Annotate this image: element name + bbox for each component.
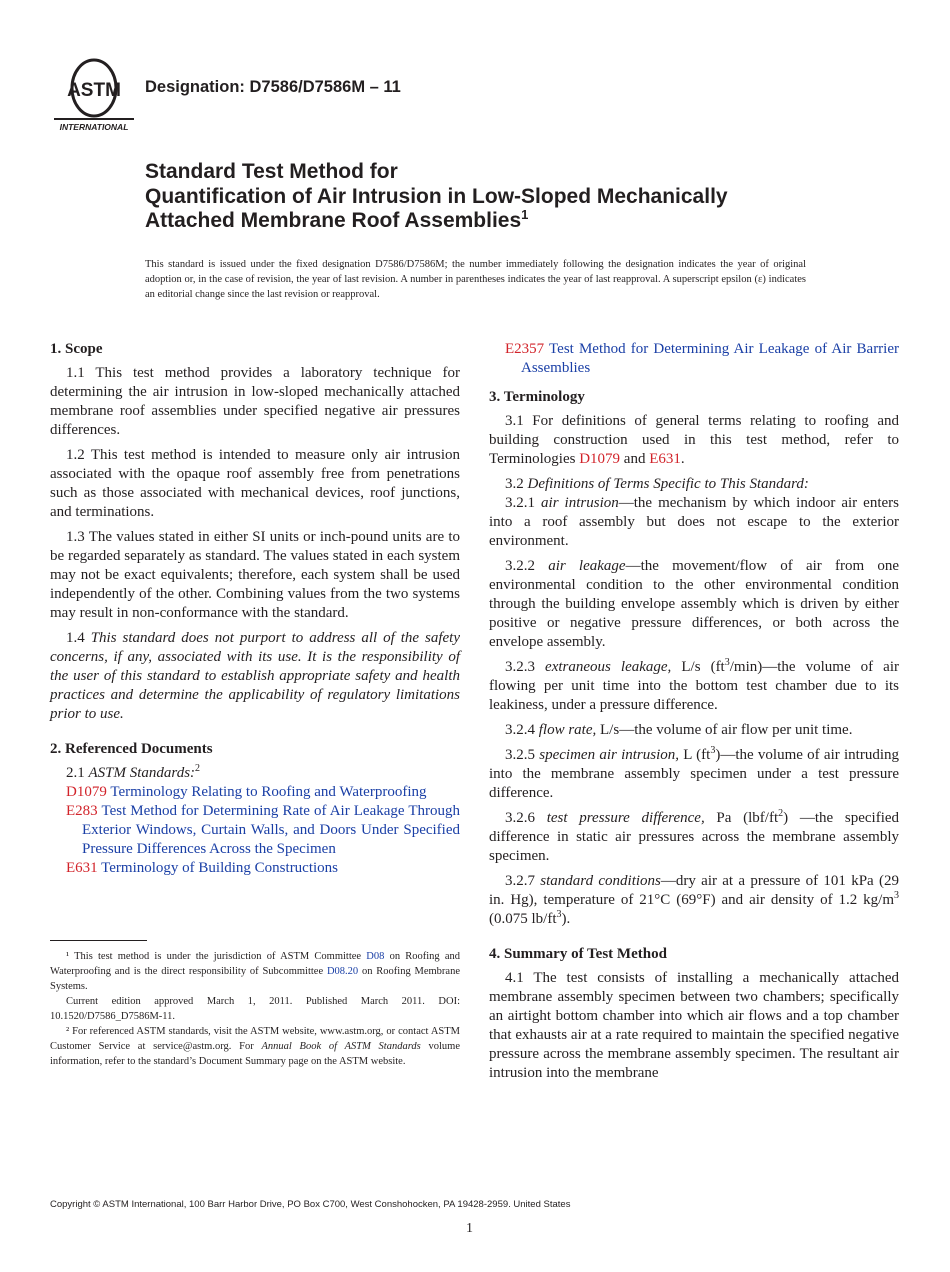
footnotes [50, 949, 460, 1069]
copyright-notice: Copyright © ASTM International, 100 Barr Harbor Drive, PO Box C700, West Conshohocken, PA 19428-2959. United States [50, 1199, 571, 1210]
paragraph-text: and [623, 451, 646, 467]
unit: /min) [729, 659, 763, 675]
definitions-heading: Definitions of Terms Specific to This Standard: [527, 476, 809, 492]
footnote-link-d08[interactable]: D08 [366, 951, 385, 962]
reference-title[interactable]: Test Method for Determining Rate of Air Leakage Through Exterior Windows, Curtain Walls, and Doors Under Specified Pressure Differences Across the Specimen [82, 803, 461, 857]
logo-text-top: ASTM [67, 80, 121, 101]
paragraph-number: 2.1 [66, 765, 85, 781]
definition-3-2-3 [489, 658, 899, 715]
unit-exponent: 3 [710, 745, 716, 756]
title-line-1: Standard Test Method for [145, 160, 398, 183]
definition-3-2-1 [489, 494, 899, 551]
footnote-italic: Annual Book of ASTM Standards [261, 1041, 421, 1052]
terminology-ref-d1079[interactable]: D1079 [579, 451, 621, 467]
footnote-text: volume information, refer to the standard’s Document Summary page on the ASTM website. [50, 1041, 461, 1067]
paragraph-number: 3.2.2 [505, 558, 535, 574]
title-footnote-mark: 1 [521, 207, 529, 222]
preamble: This standard is issued under the fixed designation D7586/D7586M; the number immediately following the designation indicates the year of original adoption or, in the case of revision, the year of last revision. A number in parentheses indicates the year of last reapproval. A superscript epsilon (ε) indicates an editorial change since the last revision or reapproval. [145, 259, 806, 300]
defined-term: air intrusion [541, 495, 619, 511]
page-number: 1 [466, 1221, 473, 1236]
footnote-edition: Current edition approved March 1, 2011. Published March 2011. DOI: 10.1520/D7586_D7586M-11. [50, 996, 460, 1022]
definition-3-2-4 [489, 721, 899, 740]
definition-text: —the movement/flow of air from one environmental condition to the other environmental condition through the building envelope assembly which is driven by either positive or negative pressure differences, or both across the envelope assembly. [489, 558, 900, 650]
definition-3-2-6 [489, 809, 899, 866]
safety-statement: This standard does not purport to address all of the safety concerns, if any, associated with its use. It is the responsibility of the user of this standard to establish appropriate safety and health practices and determine the applicability of regulatory limitations prior to use. [50, 630, 461, 722]
reference-item[interactable] [50, 783, 460, 802]
footnote-1 [50, 949, 460, 994]
unit: Pa (lbf/ft [716, 810, 779, 826]
definition-text: ). [561, 911, 571, 927]
defined-term: air leakage [548, 558, 626, 574]
definition-3-2-7 [489, 872, 899, 929]
left-column [50, 340, 460, 878]
unit: ) [715, 747, 721, 763]
paragraph-number: 3.2.4 [505, 722, 535, 738]
paragraph-number: 3.2 [505, 476, 524, 492]
title-line-3: Attached Membrane Roof Assemblies [145, 209, 522, 232]
unit: ) [783, 810, 789, 826]
reference-code[interactable]: E2357 [505, 341, 545, 357]
logo-text-bottom: INTERNATIONAL [59, 122, 129, 132]
paragraph-1-3: 1.3 The values stated in either SI units or inch-pound units are to be regarded separately as standard. The values stated in each system may not be exact equivalents; therefore, each system shall be used independently of the other. Combining values from the two systems may result in non-conformance with the standard. [50, 529, 460, 621]
unit: L/s [600, 722, 620, 738]
defined-term: test pressure difference, [546, 810, 705, 826]
definition-3-2-5 [489, 746, 899, 803]
section-heading-scope: 1. Scope [50, 341, 103, 357]
designation: Designation: D7586/D7586M – 11 [145, 78, 401, 96]
paragraph-3-2 [489, 475, 899, 494]
paragraph-1-1: 1.1 This test method provides a laboratory technique for determining the air intrusion in low-sloped mechanically attached membrane roof assemblies under specified negative air pressures differences. [50, 365, 460, 438]
paragraph-number: 3.2.1 [505, 495, 535, 511]
footnote-link-d08-20[interactable]: D08.20 [326, 966, 359, 977]
reference-title[interactable]: Terminology Relating to Roofing and Waterproofing [110, 784, 427, 800]
footnote-text: on Roofing and Waterproofing and is the direct responsibility of Subcommittee [50, 951, 461, 977]
paragraph-1-2: 1.2 This test method is intended to measure only air intrusion associated with the opaque roof assembly free from penetrations such as those associated with mechanical devices, roof junctions, and terminations. [50, 447, 460, 520]
defined-term: extraneous leakage, [545, 659, 672, 675]
paragraph-3-1 [489, 412, 899, 469]
document-title [145, 160, 865, 234]
definition-text: —dry air at a pressure of 101 kPa (29 in. Hg), temperature of 21°C (69°F) and air density of 1.2 kg/m [489, 873, 899, 908]
reference-item[interactable] [489, 340, 899, 378]
astm-logo [52, 58, 136, 132]
reference-item[interactable] [50, 802, 460, 859]
astm-standards-label: ASTM Standards: [88, 765, 196, 781]
footnote-text: ² For referenced ASTM standards, visit the ASTM website, www.astm.org, or contact ASTM Customer Service at service@astm.org. For [50, 1026, 460, 1052]
paragraph-text: 3.1 For definitions of general terms relating to roofing and building construction used in this test method, refer to Terminologies [489, 413, 899, 467]
reference-item[interactable] [50, 859, 460, 878]
paragraph-text: . [680, 451, 685, 467]
terminology-ref-e631[interactable]: E631 [649, 451, 681, 467]
paragraph-number: 3.2.7 [505, 873, 535, 889]
right-column [489, 340, 899, 1089]
paragraph-number: 3.2.3 [505, 659, 535, 675]
unit-exponent: 3 [556, 909, 562, 920]
title-line-2: Quantification of Air Intrusion in Low-Sloped Mechanically [145, 184, 728, 208]
paragraph-number: 1.4 [66, 630, 85, 646]
footnote-rule [50, 940, 147, 941]
unit-exponent: 2 [778, 808, 784, 819]
reference-code[interactable]: E631 [66, 860, 98, 876]
reference-title[interactable]: Test Method for Determining Air Leakage of Air Barrier Assemblies [521, 341, 899, 376]
definition-text: —the volume of air intruding into the membrane assembly specimen under a test pressure difference. [489, 747, 900, 801]
unit: L/s (ft [681, 659, 725, 675]
reference-title[interactable]: Terminology of Building Constructions [101, 860, 339, 876]
footnote-text: on Roofing Membrane Systems. [50, 966, 460, 992]
footnote-mark-2: 2 [195, 763, 201, 774]
paragraph-4-1: 4.1 The test consists of installing a mechanically attached membrane assembly specimen between two chambers; specifically an airtight bottom chamber into which air flows and a top chamber that exhausts air at a rate required to maintain the specified negative pressure across the membrane assembly specimen. The resultant air intrusion into the membrane [489, 970, 899, 1081]
footnote-2 [50, 1024, 460, 1069]
unit-exponent: 3 [894, 890, 899, 901]
defined-term: standard conditions [540, 873, 661, 889]
reference-code[interactable]: E283 [66, 803, 98, 819]
unit-exponent: 3 [724, 657, 730, 668]
footnote-text: ¹ This test method is under the jurisdiction of ASTM Committee [66, 951, 362, 962]
definition-text: —the volume of air flowing per unit time into the bottom test chamber due to its leakiness, under a pressure difference. [489, 659, 900, 713]
paragraph-number: 3.2.6 [505, 810, 535, 826]
section-heading-summary: 4. Summary of Test Method [489, 946, 667, 962]
defined-term: flow rate, [538, 722, 597, 738]
paragraph-2-1 [50, 764, 460, 783]
definition-text: (0.075 lb/ft [489, 911, 557, 927]
section-heading-referenced: 2. Referenced Documents [50, 741, 213, 757]
reference-code[interactable]: D1079 [66, 784, 107, 800]
paragraph-number: 3.2.5 [505, 747, 535, 763]
defined-term: specimen air intrusion, [539, 747, 680, 763]
unit: L (ft [683, 747, 711, 763]
section-heading-terminology: 3. Terminology [489, 389, 585, 405]
definition-3-2-2 [489, 557, 899, 652]
definition-text: —the volume of air flow per unit time. [619, 722, 853, 738]
paragraph-1-4 [50, 629, 460, 724]
definition-text: —the specified difference in static air pressures across the membrane assembly specimen. [489, 810, 900, 864]
definition-text: —the mechanism by which indoor air enters into a roof assembly but does not escape to the exterior environment. [489, 495, 899, 549]
